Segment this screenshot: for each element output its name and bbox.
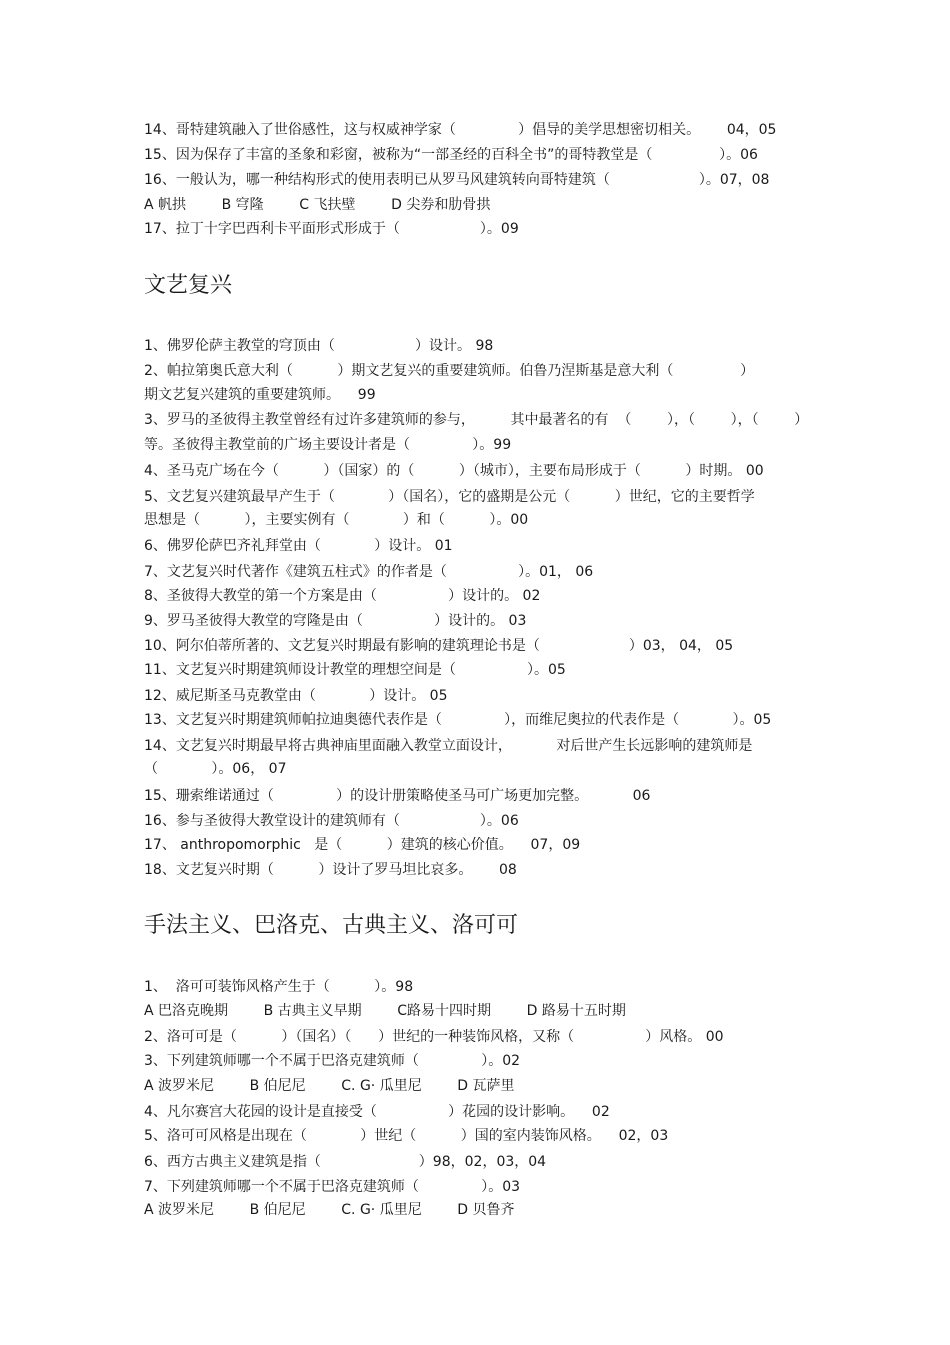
gothic-question-16-options: A 帆拱 B 穹隆 C 飞扶壁 D 尖券和肋骨拱 [144,197,491,213]
renaissance-question-17: 17、 anthropomorphic 是（ ）建筑的核心价值。 07，09 [144,837,581,853]
baroque-question-1-options: A 巴洛克晚期 B 古典主义早期 C路易十四时期 D 路易十五时期 [144,1003,626,1019]
baroque-question-2: 2、洛可可是（ ）（国名）（ ）世纪的一种装饰风格，又称（ ）风格。 00 [144,1029,724,1045]
renaissance-question-3-line-2: 等。圣彼得主教堂前的广场主要设计者是（ ）。99 [144,437,512,453]
renaissance-question-2-line-2: 期文艺复兴建筑的重要建筑师。 99 [144,387,376,403]
renaissance-question-6: 6、佛罗伦萨巴齐礼拜堂由（ ）设计。 01 [144,538,453,554]
section-title-baroque: 手法主义、巴洛克、古典主义、洛可可 [144,913,519,938]
baroque-question-7-options: A 波罗米尼 B 伯尼尼 C. G· 瓜里尼 D 贝鲁齐 [144,1202,515,1218]
baroque-question-4: 4、凡尔赛宫大花园的设计是直接受（ ）花园的设计影响。 02 [144,1104,610,1120]
renaissance-question-14-line-2: （ ）。06， 07 [144,761,287,777]
baroque-question-5: 5、洛可可风格是出现在（ ）世纪（ ）国的室内装饰风格。 02，03 [144,1128,669,1144]
renaissance-question-2-line-1: 2、帕拉第奥氏意大利（ ）期文艺复兴的重要建筑师。伯鲁乃涅斯基是意大利（ ） [144,363,755,379]
renaissance-question-15: 15、珊索维诺通过（ ）的设计册策略使圣马可广场更加完整。 06 [144,788,651,804]
baroque-question-3: 3、下列建筑师哪一个不属于巴洛克建筑师（ ）。02 [144,1053,521,1069]
renaissance-question-4: 4、圣马克广场在今（ ）（国家）的（ ）（城市），主要布局形成于（ ）时期。 00 [144,463,764,479]
renaissance-question-10: 10、阿尔伯蒂所著的、文艺复兴时期最有影响的建筑理论书是（ ）03， 04， 05 [144,638,734,654]
baroque-question-1: 1、 洛可可装饰风格产生于（ ）。98 [144,979,414,995]
gothic-question-15: 15、因为保存了丰富的圣象和彩窗，被称为“一部圣经的百科全书”的哥特教堂是（ ）。06 [144,147,758,163]
renaissance-question-11: 11、文艺复兴时期建筑师设计教堂的理想空间是（ ）。05 [144,662,566,678]
renaissance-question-8: 8、圣彼得大教堂的第一个方案是由（ ）设计的。 02 [144,588,541,604]
baroque-question-3-options: A 波罗米尼 B 伯尼尼 C. G· 瓜里尼 D 瓦萨里 [144,1078,515,1094]
renaissance-question-16: 16、参与圣彼得大教堂设计的建筑师有（ ）。06 [144,813,519,829]
gothic-question-17: 17、拉丁十字巴西利卡平面形式形成于（ ）。09 [144,221,519,237]
renaissance-question-1: 1、佛罗伦萨主教堂的穹顶由（ ）设计。 98 [144,338,494,354]
section-title-renaissance: 文艺复兴 [144,273,233,298]
baroque-question-6: 6、西方古典主义建筑是指（ ）98，02，03，04 [144,1154,547,1170]
gothic-question-16: 16、一般认为，哪一种结构形式的使用表明已从罗马风建筑转向哥特建筑（ ）。07，08 [144,172,770,188]
renaissance-question-14-line-1: 14、文艺复兴时期最早将古典神庙里面融入教堂立面设计， 对后世产生长远影响的建筑师是 [144,738,753,754]
renaissance-question-5-line-1: 5、文艺复兴建筑最早产生于（ ）（国名），它的盛期是公元（ ）世纪，它的主要哲学 [144,489,755,505]
renaissance-question-12: 12、威尼斯圣马克教堂由（ ）设计。 05 [144,688,448,704]
renaissance-question-13: 13、文艺复兴时期建筑师帕拉迪奥德代表作是（ ），而维尼奥拉的代表作是（ ）。05 [144,712,772,728]
renaissance-question-9: 9、罗马圣彼得大教堂的穹隆是由（ ）设计的。 03 [144,613,527,629]
baroque-question-7: 7、下列建筑师哪一个不属于巴洛克建筑师（ ）。03 [144,1179,521,1195]
renaissance-question-3-line-1: 3、罗马的圣彼得主教堂曾经有过许多建筑师的参与， 其中最著名的有 （ ），（ ），（ ） [144,412,809,428]
gothic-question-14: 14、哥特建筑融入了世俗感性，这与权威神学家（ ）倡导的美学思想密切相关。 04，05 [144,122,777,138]
renaissance-question-5-line-2: 思想是（ ），主要实例有（ ）和（ ）。00 [144,512,529,528]
renaissance-question-7: 7、文艺复兴时代著作《建筑五柱式》的作者是（ ）。01， 06 [144,564,594,580]
renaissance-question-18: 18、文艺复兴时期（ ）设计了罗马坦比哀多。 08 [144,862,517,878]
